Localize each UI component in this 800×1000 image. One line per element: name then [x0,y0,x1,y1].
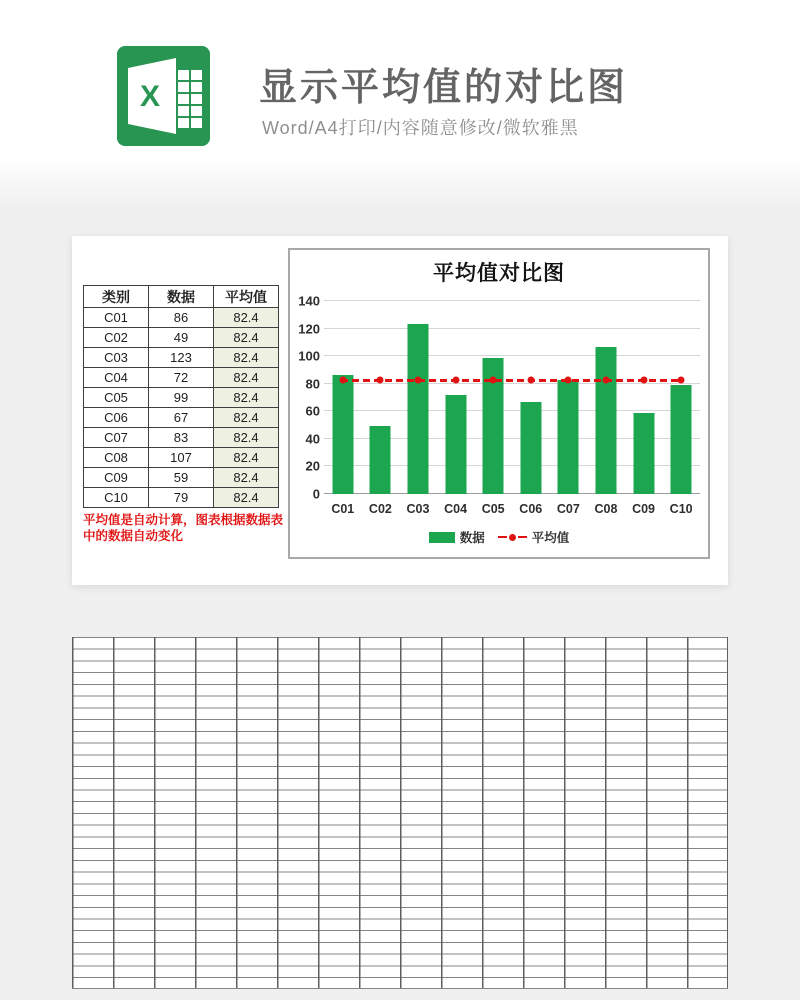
page-subtitle: Word/A4打印/内容随意修改/微软雅黑 [262,118,579,138]
legend-dash-icon [498,536,507,539]
table-row [84,408,279,428]
bar-series [324,301,700,494]
header-fade [0,160,800,205]
table-cell-value: 72 [149,368,214,388]
table-row [84,468,279,488]
table-cell-average: 82.4 [214,448,279,468]
plot-area [324,301,700,494]
excel-icon-letter: X [139,80,161,113]
legend-dot-icon [509,534,516,541]
y-axis-label: 20 [305,458,320,474]
bar-slot [587,301,625,494]
average-marker-dot [339,377,346,384]
y-axis-label: 40 [305,431,320,447]
table-cell-value: 86 [149,308,214,328]
bar [445,395,466,494]
table-row [84,388,279,408]
x-axis-label: C07 [556,502,580,516]
bar-slot [625,301,663,494]
table-cell-average: 82.4 [214,368,279,388]
table-row [84,488,279,508]
table-row [84,448,279,468]
excel-icon [117,46,210,146]
table-cell-value: 59 [149,468,214,488]
table-cell-category: C08 [84,448,149,468]
spreadsheet-grid [72,637,728,989]
table-row [84,308,279,328]
table-row [84,428,279,448]
chart-legend [290,528,708,546]
table-cell-value: 79 [149,488,214,508]
table-cell-value: 49 [149,328,214,348]
average-marker-dot [678,377,685,384]
table-header-value: 数据 [149,286,214,308]
table-cell-average: 82.4 [214,348,279,368]
table-cell-average: 82.4 [214,328,279,348]
table-cell-average: 82.4 [214,388,279,408]
table-cell-category: C01 [84,308,149,328]
x-axis-label: C04 [444,502,468,516]
x-axis-label: C08 [594,502,618,516]
chart [288,248,710,559]
bar [520,402,541,494]
table-cell-category: C04 [84,368,149,388]
x-axis [324,502,700,516]
bar-slot [662,301,700,494]
bar [332,375,353,494]
y-axis-label: 120 [298,321,320,337]
average-marker-dot [415,377,422,384]
legend-label-average: 平均值 [531,531,570,545]
table-row [84,328,279,348]
bar [671,385,692,494]
bar [407,324,428,494]
legend-bar-swatch [429,532,455,543]
table-cell-category: C10 [84,488,149,508]
bar-slot [437,301,475,494]
table-cell-average: 82.4 [214,428,279,448]
bar-slot [362,301,400,494]
table-header-category: 类别 [84,286,149,308]
x-axis-label: C03 [406,502,430,516]
bar-slot [399,301,437,494]
bar-slot [324,301,362,494]
average-line [341,379,683,382]
table-cell-average: 82.4 [214,408,279,428]
table-cell-average: 82.4 [214,308,279,328]
table-cell-average: 82.4 [214,468,279,488]
x-axis-label: C01 [331,502,355,516]
average-marker-dot [452,377,459,384]
average-marker-dot [640,377,647,384]
y-axis-label: 100 [298,348,320,364]
bar-slot [474,301,512,494]
excel-icon-graphic [117,46,210,146]
table-cell-value: 107 [149,448,214,468]
legend-dash-icon [518,536,527,539]
table-cell-value: 99 [149,388,214,408]
x-axis-label: C10 [669,502,693,516]
y-axis-label: 60 [305,403,320,419]
y-axis-label: 140 [298,293,320,309]
x-axis-label: C09 [632,502,656,516]
table-cell-category: C02 [84,328,149,348]
average-marker-dot [490,377,497,384]
table-cell-value: 83 [149,428,214,448]
data-table [83,285,279,508]
preview-card [72,236,728,585]
bar-slot [512,301,550,494]
table-cell-value: 123 [149,348,214,368]
bar [370,426,391,494]
x-axis-label: C05 [481,502,505,516]
table-cell-average: 82.4 [214,488,279,508]
legend-label-data: 数据 [459,531,485,545]
average-marker-dot [527,377,534,384]
average-marker-dot [603,377,610,384]
table-cell-category: C05 [84,388,149,408]
table-header-average: 平均值 [214,286,279,308]
page-title: 显示平均值的对比图 [259,67,629,109]
table-row [84,348,279,368]
table-cell-category: C07 [84,428,149,448]
y-axis-label: 80 [305,376,320,392]
bar [633,413,654,494]
bar [558,380,579,494]
table-cell-value: 67 [149,408,214,428]
average-marker-dot [565,377,572,384]
table-cell-category: C09 [84,468,149,488]
bar-slot [550,301,588,494]
table-header-row [84,286,279,308]
y-axis-label: 0 [312,486,320,502]
table-cell-category: C03 [84,348,149,368]
x-axis-label: C02 [368,502,392,516]
table-cell-category: C06 [84,408,149,428]
bar [595,347,616,495]
x-axis-label: C06 [519,502,543,516]
y-axis [292,293,320,502]
average-marker-dot [377,377,384,384]
note-text: 平均值是自动计算，图表根据数据表中的数据自动变化 [83,513,284,544]
chart-title: 平均值对比图 [433,262,565,285]
table-row [84,368,279,388]
legend-line-swatch [498,534,527,541]
